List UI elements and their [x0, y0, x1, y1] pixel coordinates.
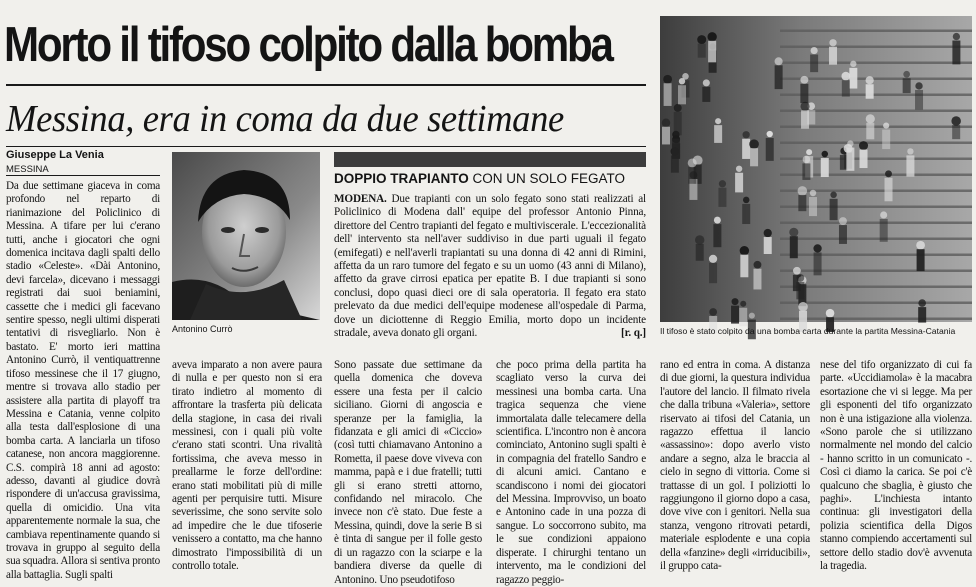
crowd-figure	[709, 308, 717, 316]
crowd-figure	[775, 57, 783, 65]
crowd-figure	[695, 235, 704, 244]
crowd-figure	[800, 102, 809, 111]
article-column-3: Sono passate due settimane da quella domenica che doveva essere una festa per il calcio siciliano. Giorni di angoscia e speranze per la famiglia, la fidanzata e gli amici di «Ciccio» (così tutti chiamavano Antonino a Rometta, il paese dove viveva con mamma, papà e i due fratelli; tutti gli si erano stretti attorno, confidando nel miracolo. Che invece non c'è stato. Due feste a Messina, quindi, dove la serie B si è tinta di sangue per il folle gesto di un ragazzo con la sciarpe e la bandiera diverse da quelle di Antonino. Uno pseudotifoso	[334, 359, 482, 586]
crowd-figure-body	[846, 148, 854, 171]
crowd-figure	[796, 274, 804, 282]
crowd-figure	[953, 33, 960, 40]
crowd-figure	[697, 35, 706, 44]
crowd-figure	[789, 228, 798, 237]
crowd-figure	[688, 158, 697, 167]
crowd-figure-body	[821, 158, 829, 177]
crowd-figure-body	[742, 139, 750, 159]
crowd-figure-body	[664, 83, 672, 106]
crowd-figure	[743, 131, 750, 138]
crowd-figure	[674, 104, 682, 112]
crowd-figure-body	[918, 307, 926, 322]
crowd-figure	[951, 116, 961, 126]
crowd-figure-body	[952, 125, 960, 139]
headline-rule	[6, 84, 646, 86]
crowd-figure-body	[903, 78, 911, 93]
crowd-figure-body	[740, 255, 748, 278]
crowd-figure-body	[796, 282, 804, 299]
crowd-figure	[707, 32, 716, 41]
crowd-figure	[793, 267, 801, 275]
crowd-figure	[715, 118, 721, 124]
crowd-figure	[764, 229, 772, 237]
crowd-figure	[714, 217, 721, 224]
crowd-figure	[907, 148, 913, 154]
crowd-figure	[916, 241, 925, 250]
crowd-figure-body	[739, 308, 747, 326]
subheadline: Messina, era in coma da due settimane	[6, 98, 564, 140]
stadium-image	[660, 16, 972, 322]
crowd-figure-body	[839, 225, 847, 244]
crowd-figure	[839, 217, 847, 225]
crowd-figure	[811, 47, 818, 54]
subheadline-rule	[6, 146, 646, 147]
article-column-4: che poco prima della partita ha scagliato verso la curva dei messinesi una bomba carta. Una tragica sequenza che viene immortalata dalle telecamere della scientifica. L'incontro non è ancora cominciato, Antonino sugli spalti è in compagnia del fratello Sandro e di alcuni amici. Cantano e scandiscono i nomi dei giocatori del Messina. Improvviso, un boato e Antonino cade in una pozza di sangue. Lo soccorrono subito, ma le sue condizioni appaiono disperate. I chirurghi tentano un intervento, ma le condizioni del ragazzo peggio-	[496, 359, 646, 586]
sidebar-signature: [r. q.]	[621, 327, 646, 340]
headline: Morto il tifoso colpito dalla bomba	[4, 18, 612, 72]
portrait-caption: Antonino Currò	[172, 324, 233, 334]
crowd-figure-body	[830, 199, 838, 220]
crowd-figure-body	[742, 204, 750, 224]
byline-rule	[6, 175, 160, 176]
crowd-figure-body	[775, 65, 783, 89]
crowd-figure-body	[849, 68, 857, 89]
crowd-figure-body	[708, 41, 716, 63]
stadium-photo	[660, 16, 972, 322]
crowd-figure	[850, 61, 856, 67]
crowd-figure-body	[802, 163, 810, 180]
crowd-figure-body	[814, 252, 822, 275]
stadium-caption: Il tifoso è stato colpito da una bomba carta durante la partita Messina-Catania	[660, 326, 956, 336]
crowd-figure	[749, 313, 755, 319]
article-column-6: nese del tifo organizzato di cui fa parte. «Uccidiamola» è la macabra esortazione che vi si legge. Ma per gli esponenti del tifo organizzato non è una istigazione alla violenza. «Sono parole che si utilizzano normalmente nel mondo del calcio - hanno scritto in un comunicato -. Così ci diamo la carica. Se poi c'è qualcuno che sbaglia, è giusto che paghi». L'inchiesta intanto continua: gli investigatori della polizia scientifica della Digos stanno compiendo accertamenti sul settore dello stadio dov'è avvenuta la tragedia.	[820, 359, 972, 573]
crowd-figure	[749, 139, 759, 149]
sidebar-title-regular: CON UN SOLO FEGATO	[468, 171, 626, 186]
crowd-figure-body	[753, 269, 761, 290]
crowd-figure	[810, 190, 816, 196]
crowd-figure	[829, 39, 836, 46]
crowd-figure	[847, 140, 853, 146]
crowd-figure	[719, 180, 726, 187]
crowd-figure-body	[842, 80, 850, 96]
crowd-figure	[803, 156, 811, 164]
crowd-figure	[798, 186, 808, 196]
sidebar-title-bold: DOPPIO TRAPIANTO	[334, 171, 469, 186]
crowd-figure	[866, 76, 874, 84]
crowd-figure	[866, 114, 875, 123]
crowd-figure	[709, 255, 717, 263]
crowd-figure	[732, 298, 739, 305]
crowd-figure-body	[672, 139, 680, 159]
byline: Giuseppe La Venia	[6, 149, 104, 161]
crowd-figure	[798, 302, 808, 312]
crowd-figure-body	[801, 110, 809, 128]
crowd-figure	[841, 72, 850, 81]
crowd-figure	[679, 78, 685, 84]
crowd-figure-body	[764, 237, 772, 254]
crowd-figure	[822, 151, 828, 157]
sidebar-text	[334, 193, 646, 340]
crowd-figure-body	[702, 87, 710, 102]
crowd-figure-body	[750, 148, 758, 166]
crowd-figure-body	[906, 155, 914, 176]
crowd-figure-body	[688, 167, 696, 184]
crowd-figure	[915, 82, 922, 89]
crowd-figure-body	[731, 306, 739, 324]
crowd-figure-body	[678, 85, 686, 104]
crowd-figure	[903, 71, 910, 78]
crowd-figure	[743, 197, 750, 204]
crowd-figure-body	[709, 263, 717, 283]
sidebar-title	[334, 171, 644, 186]
crowd-figure	[806, 149, 812, 155]
crowd-figure	[736, 166, 742, 172]
crowd-figure	[740, 246, 749, 255]
crowd-figure	[754, 261, 762, 269]
crowd-figure-body	[809, 197, 817, 216]
crowd-figure	[885, 170, 892, 177]
crowd-figure	[880, 211, 887, 218]
crowd-figure-body	[713, 224, 721, 247]
crowd-figure-body	[718, 188, 726, 207]
crowd-figure-body	[798, 195, 806, 211]
crowd-figure-body	[917, 249, 925, 271]
crowd-figure-body	[662, 127, 670, 145]
crowd-figure	[859, 141, 868, 150]
sidebar-dateline: MODENA.	[334, 193, 387, 205]
crowd-figure	[883, 123, 889, 129]
crowd-figure-body	[915, 90, 923, 110]
crowd-figure-body	[714, 125, 722, 143]
crowd-figure-body	[885, 178, 893, 201]
crowd-figure	[662, 119, 670, 127]
crowd-figure-body	[698, 44, 706, 58]
crowd-figure-body	[696, 244, 704, 261]
crowd-figure	[767, 131, 773, 137]
crowd-figure-body	[800, 84, 808, 103]
portrait-image	[172, 152, 320, 320]
crowd-figure-body	[866, 84, 874, 99]
sidebar-body: Due trapianti con un solo fegato sono stati realizzati al Policlinico di Modena dall' equipe del professor Antonio Pinna, direttore del Centro trapianti del fegato e multiviscerale. L'eccezionalità dell' intervento sta nell'aver suddiviso in due parti uguali il fegato (emifegati) e nell'averli trapiantati su una donna di 42 anni di Rimini, affetta da un raro tumore del fegato e su un uomo (43 anni di Milano), affetto da grave cirrosi epatica per epatite B. I due trapianti si sono conclusi, dopo quasi dieci ore di sala operatoria. Il fegato era stato prelevato da due medici dell'equipe modenese all'ospedale di Parma, dove un diciottenne di Reggio Emilia, morto dopo un incidente stradale, aveva donato gli organi.	[334, 193, 646, 340]
dateline: MESSINA	[6, 164, 49, 175]
crowd-figure-body	[766, 138, 774, 161]
crowd-figure-body	[674, 112, 682, 135]
crowd-figure	[800, 76, 808, 84]
portrait-photo	[172, 152, 320, 320]
crowd-figure	[918, 299, 926, 307]
crowd-figure-body	[880, 219, 888, 242]
crowd-figure-body	[810, 55, 818, 73]
article-column-2: aveva imparato a non avere paura di nulla e per questo non si era tirato indietro al momento di affrontare la trasferta più delicata della stagione, in casa dei rivali messinesi, con i quali più volte c'erano stati scontri. Una rivalità fortissima, che aveva messo in preallarme le forze dell'ordine: erano stati mobilitati più di mille agenti per perquisire tutti. Misure severissime, che sono servite solo ad impedire che le due tifoserie venissero a contatto, ma che hanno dimostrato l'impossibilità di un controllo totale.	[172, 359, 322, 573]
crowd-figure	[826, 309, 835, 318]
crowd-figure-body	[829, 47, 837, 65]
crowd-figure-body	[952, 41, 960, 65]
crowd-figure-body	[860, 150, 868, 168]
crowd-figure-body	[735, 173, 743, 193]
crowd-figure-body	[790, 236, 798, 258]
article-column-5: rano ed entra in coma. A distanza di due giorni, la questura individua l'autore del lancio. Il filmato rivela che dalla tribuna «Valeria», settore riservato ai tifosi del Catania, un ragazzo effettua il lancio «assassino»: dopo averlo visto andare a segno, alza le braccia al cielo in segno di vittoria. Come si trattasse di un gol. I poliziotti lo raggiungono il giorno dopo a casa, dove vive con i genitori. Nella sua stanza, vengono ritrovati petardi, materiale esplodente e una copia della «fanzine» degli «irriducibili», il gruppo cata-	[660, 359, 810, 573]
crowd-figure-body	[866, 123, 874, 139]
crowd-figure	[740, 301, 746, 307]
crowd-figure-body	[882, 130, 890, 149]
article-column-1: Da due settimane giaceva in coma profondo nel reparto di rianimazione del Policlinico di Messina. A tifare per lui c'erano tutti, anche i giocatori che ogni domenica incitava dagli spalti dello stadio «Celeste». «Dài Antonino, devi farcela», dicevano i messaggi registrati dai suoi beniamini, cassette che i medici gli facevano sentire spesso, negli ultimi disperati tentativi di risvegliarlo. Non è bastato. E' morto ieri mattina Antonino Currò, il ventiquattrenne tifoso messinese che il 17 giugno, mentre si trovava allo stadio per assistere alla partita di playoff tra Messina e Catania, venne colpito alla testa dall'esplosione di una bomba carta. A lanciarla un tifoso catanese, non ancora maggiorenne. C.S. compirà 18 anni ad agosto: adesso, davanti al giudice dovrà rispondere di un'accusa gravissima, quella di omicidio. Una vita apparentemente normale la sua, che cambiava repentinamente quando si trovava in gruppo al seguito della sua squadra. Allora si sentiva pronto alla battaglia. Sugli spalti	[6, 180, 160, 581]
crowd-figure	[830, 192, 836, 198]
sidebar-top-bar	[334, 152, 646, 167]
crowd-figure	[663, 75, 672, 84]
crowd-figure	[703, 79, 710, 86]
crowd-figure	[813, 244, 821, 252]
